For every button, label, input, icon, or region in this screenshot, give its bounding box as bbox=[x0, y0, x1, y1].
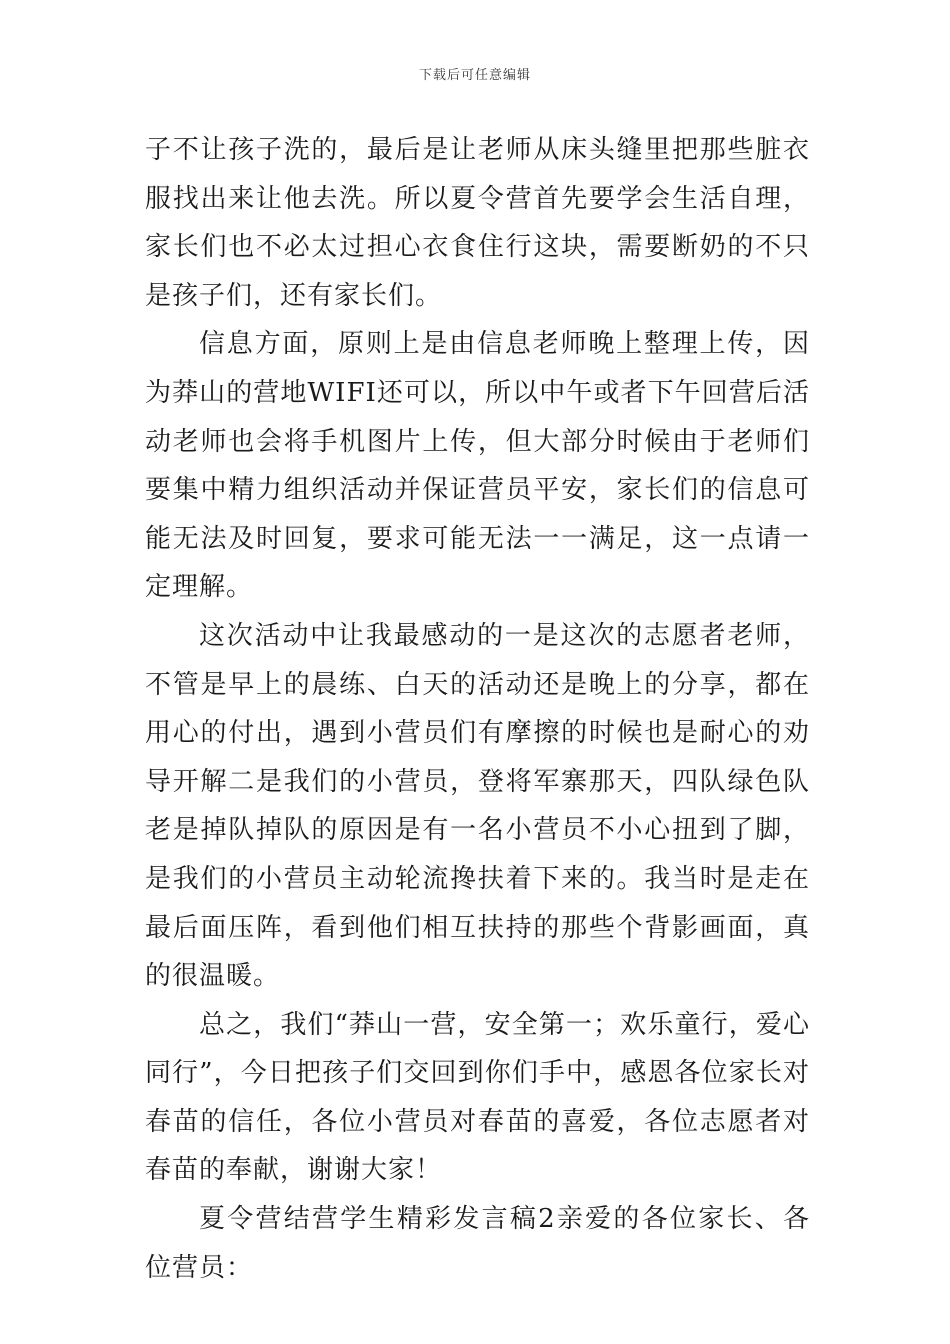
paragraph-4: 总之，我们“莽山一营，安全第一；欢乐童行，爱心同行”，今日把孩子们交回到你们手中，感恩各位家长对春苗的信任，各位小营员对春苗的喜爱，各位志愿者对春苗的奉献，谢谢大家！ bbox=[145, 1009, 810, 1186]
paragraph-2: 信息方面，原则上是由信息老师晚上整理上传，因为莽山的营地WIFI还可以，所以中午或者下午回营后活动老师也会将手机图片上传，但大部分时候由于老师们要集中精力组织活动并保证营员平安，家长们的信息可能无法及时回复，要求可能无法一一满足，这一点请一定理解。 bbox=[145, 329, 810, 603]
paragraph-3: 这次活动中让我最感动的一是这次的志愿者老师，不管是早上的晨练、白天的活动还是晚上的分享，都在用心的付出，遇到小营员们有摩擦的时候也是耐心的劝导开解二是我们的小营员，登将军寨那天，四队绿色队老是掉队掉队的原因是有一名小营员不小心扭到了脚，是我们的小营员主动轮流搀扶着下来的。我当时是走在最后面压阵，看到他们相互扶持的那些个背影画面，真的很温暖。 bbox=[145, 620, 810, 992]
header-note: 下载后可任意编辑 bbox=[418, 68, 531, 83]
paragraph-1: 子不让孩子洗的，最后是让老师从床头缝里把那些脏衣服找出来让他去洗。所以夏令营首先要学会生活自理，家长们也不必太过担心衣食住行这块，需要断奶的不只是孩子们，还有家长们。 bbox=[145, 135, 810, 311]
document-body bbox=[145, 126, 810, 1292]
paragraph-5: 夏令营结营学生精彩发言稿2亲爱的各位家长、各位营员： bbox=[145, 1204, 810, 1283]
